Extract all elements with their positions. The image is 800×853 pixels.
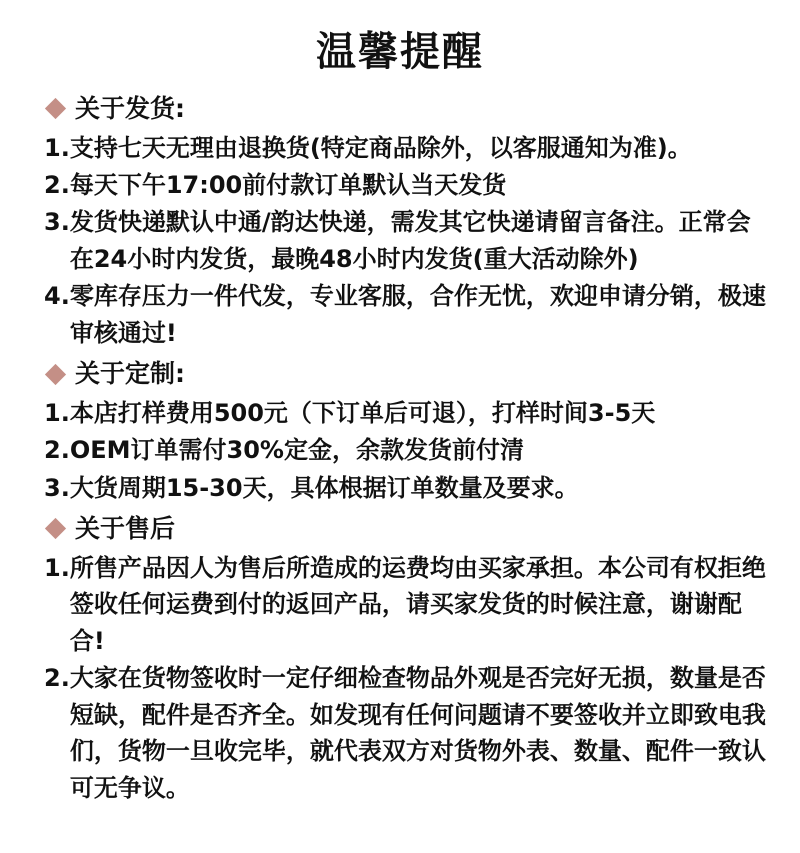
list-item [44,550,770,659]
list-item-text: OEM订单需付30%定金，余款发货前付清 [69,436,524,465]
list-item-number: 1. [44,133,70,162]
list-item-text: 所售产品因人为售后所造成的运费均由买家承担。本公司有权拒绝签收任何运费到付的返回产品，请买家发货的时候注意，谢谢配合! [69,553,766,655]
list-item-text: 大家在货物签收时一定仔细检查物品外观是否完好无损，数量是否短缺，配件是否齐全。如发现有任何问题请不要签收并立即致电我们，货物一旦收完毕，就代表双方对货物外表、数量、配件一致认可无争议。 [69,664,766,802]
diamond-bullet-icon [45,363,66,384]
list-item-text: 大货周期15-30天，具体根据订单数量及要求。 [69,473,579,502]
diamond-bullet-icon [45,518,66,539]
list-item-number: 3. [44,208,70,237]
list-item-number: 1. [44,398,70,427]
list-item-text: 发货快递默认中通/韵达快递，需发其它快递请留言备注。正常会在24小时内发货，最晚48小时内发货(重大活动除外) [69,208,751,273]
list-item-text: 零库存压力一件代发，专业客服，合作无忧，欢迎申请分销，极速审核通过! [69,282,766,347]
list-item [44,167,770,203]
list-item [44,470,770,506]
list-item [44,204,770,277]
section-heading-aftersales [48,510,770,548]
list-item [44,130,770,166]
list-item-text: 每天下午17:00前付款订单默认当天发货 [69,170,507,199]
section-heading-label: 关于发货: [75,94,185,123]
list-item-number: 2. [44,170,70,199]
list-item [44,395,770,431]
section-heading-customization [48,355,770,393]
list-item [44,432,770,468]
list-item-number: 4. [44,282,70,311]
list-item-number: 2. [44,436,70,465]
diamond-bullet-icon [45,98,66,119]
list-item [44,278,770,351]
list-item-number: 2. [44,664,70,693]
list-item [44,660,770,806]
list-item-number: 3. [44,473,70,502]
page-title: 温馨提醒 [316,29,484,75]
list-item-text: 支持七天无理由退换货(特定商品除外，以客服通知为准)。 [69,133,692,162]
section-heading-label: 关于定制: [75,359,185,389]
list-item-text: 本店打样费用500元（下订单后可退），打样时间3-5天 [69,398,656,427]
list-item-number: 1. [44,553,70,582]
section-heading-shipping [48,90,770,128]
section-heading-label: 关于售后 [75,514,176,544]
